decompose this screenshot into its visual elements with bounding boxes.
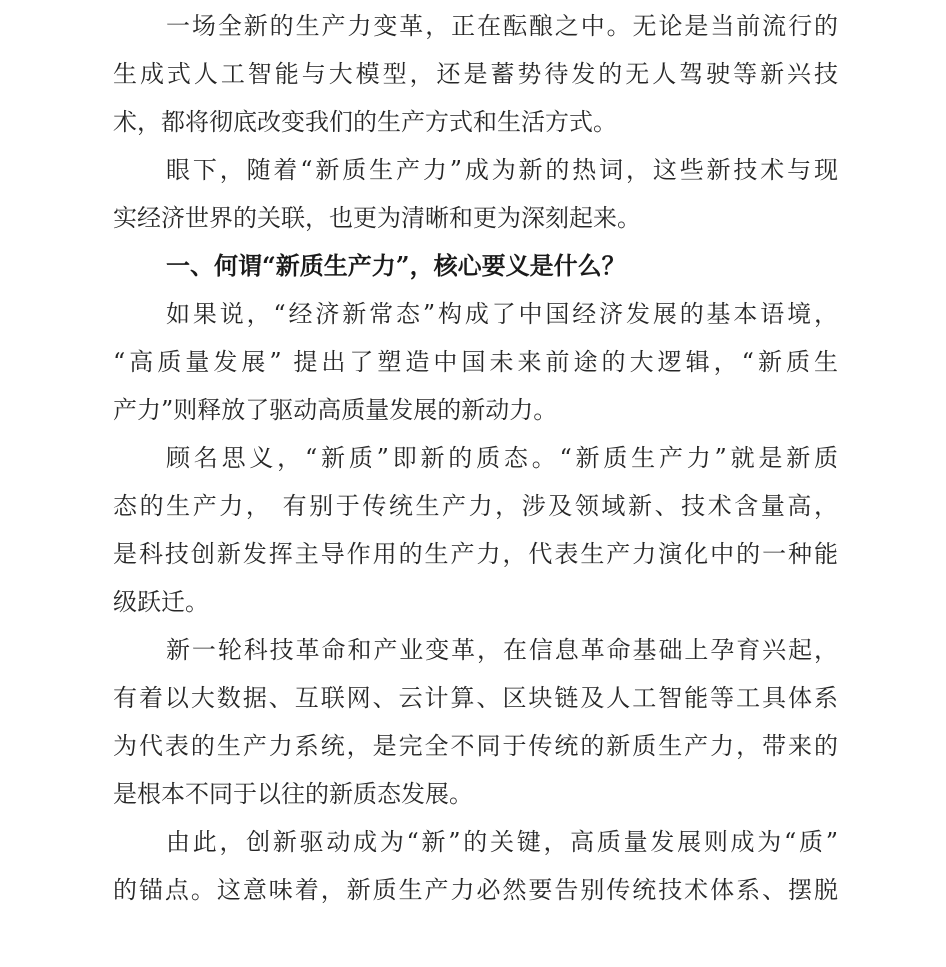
text-line: 级跃迁。 bbox=[113, 588, 209, 616]
text-line: 的锚点。这意味着，新质生产力必然要告别传统技术体系、摆脱 bbox=[113, 876, 838, 904]
text-line: 是根本不同于以往的新质态发展。 bbox=[113, 780, 473, 808]
section-heading-block bbox=[113, 242, 838, 290]
text-line: 眼下，随着“新质生产力”成为新的热词，这些新技术与现 bbox=[166, 156, 838, 184]
text-line: 顾名思义，“新质”即新的质态。“新质生产力”就是新质 bbox=[166, 444, 838, 472]
text-line: 术，都将彻底改变我们的生产方式和生活方式。 bbox=[113, 108, 617, 136]
paragraph bbox=[113, 434, 838, 626]
text-line: 一场全新的生产力变革，正在酝酿之中。无论是当前流行的 bbox=[166, 12, 838, 40]
text-line: 为代表的生产力系统，是完全不同于传统的新质生产力，带来的 bbox=[113, 732, 838, 760]
text-line: 生成式人工智能与大模型，还是蓄势待发的无人驾驶等新兴技 bbox=[113, 60, 838, 88]
text-line: “高质量发展” 提出了塑造中国未来前途的大逻辑，“新质生 bbox=[113, 348, 838, 376]
paragraph bbox=[113, 290, 838, 434]
text-line: 是科技创新发挥主导作用的生产力，代表生产力演化中的一种能 bbox=[113, 540, 838, 568]
paragraph bbox=[113, 2, 838, 146]
text-line: 新一轮科技革命和产业变革，在信息革命基础上孕育兴起， bbox=[166, 636, 838, 664]
paragraph bbox=[113, 626, 838, 818]
text-line: 有着以大数据、互联网、云计算、区块链及人工智能等工具体系 bbox=[113, 684, 838, 712]
section-heading: 一、何谓“新质生产力”，核心要义是什么？ bbox=[166, 251, 626, 280]
text-line: 实经济世界的关联，也更为清晰和更为深刻起来。 bbox=[113, 204, 641, 232]
paragraph bbox=[113, 818, 838, 914]
paragraph bbox=[113, 146, 838, 242]
text-line: 由此，创新驱动成为“新”的关键，高质量发展则成为“质” bbox=[166, 828, 838, 856]
text-line: 态的生产力， 有别于传统生产力，涉及领域新、技术含量高， bbox=[113, 492, 838, 520]
document-page bbox=[113, 2, 838, 914]
text-line: 产力”则释放了驱动高质量发展的新动力。 bbox=[113, 396, 558, 424]
text-line: 如果说，“经济新常态”构成了中国经济发展的基本语境， bbox=[166, 300, 838, 328]
